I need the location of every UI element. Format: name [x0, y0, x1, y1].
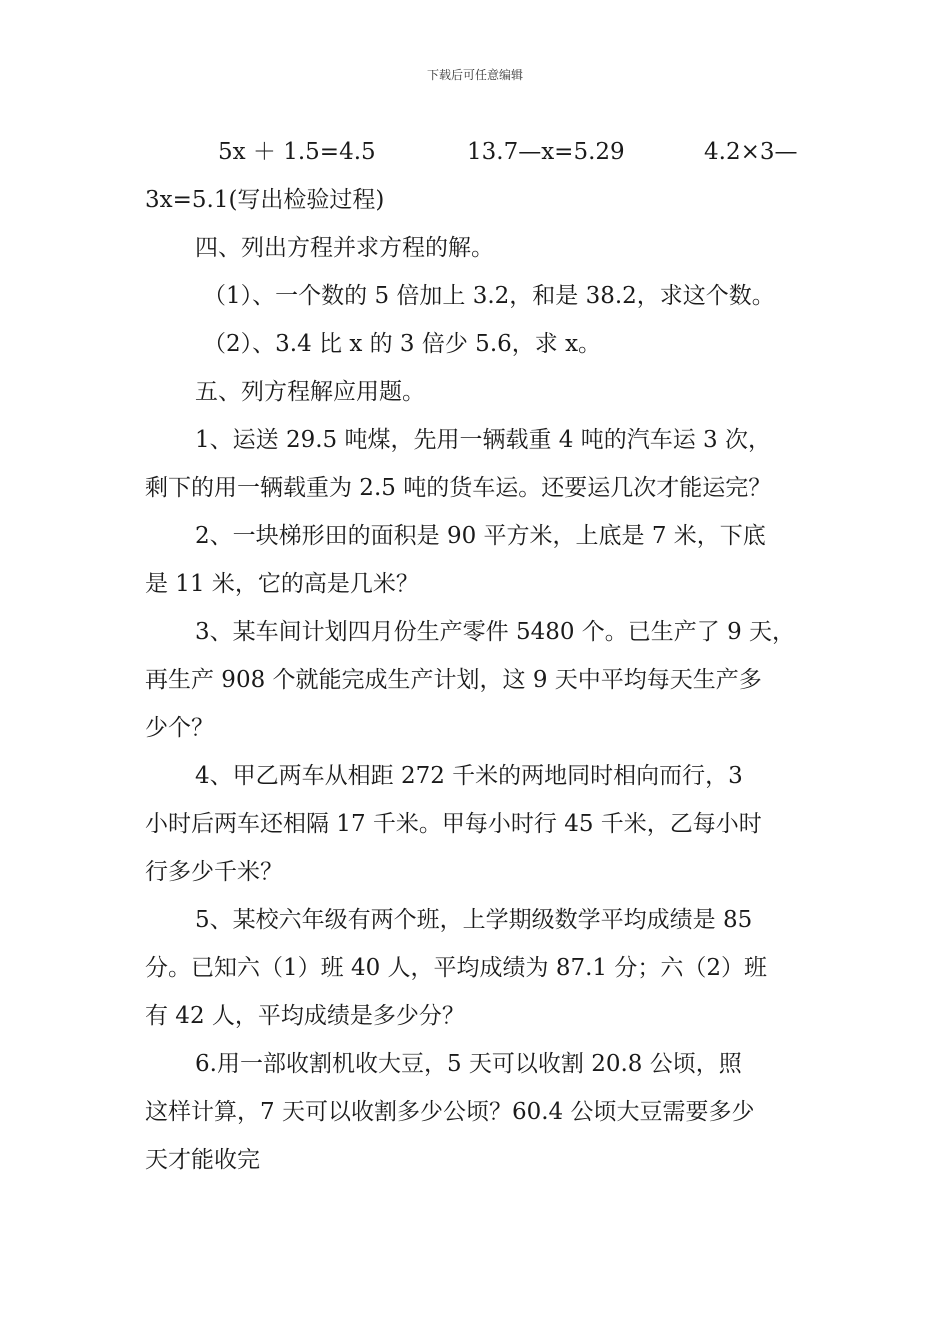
equation-1: 5x ＋ 1.5=4.5 [218, 139, 376, 165]
document-body [145, 128, 815, 1184]
equation-row [145, 128, 815, 176]
equation-3-start: 4.2×3— [704, 139, 798, 165]
equation-3-end: 3x=5.1(写出检验过程) [145, 187, 385, 213]
problem-4-line-1: 4、甲乙两车从相距 272 千米的两地同时相向而行，3 [195, 763, 743, 789]
problem-2-line-2: 是 11 米，它的高是几米？ [145, 571, 419, 597]
section-4-question-2: （2）、3.4 比 x 的 3 倍少 5.6，求 x。 [203, 331, 602, 357]
problem-3-line-1: 3、某车间计划四月份生产零件 5480 个。已生产了 9 天， [195, 619, 796, 645]
equation-2: 13.7—x=5.29 [467, 139, 625, 165]
problem-1-line-1: 1、运送 29.5 吨煤，先用一辆载重 4 吨的汽车运 3 次， [195, 427, 771, 453]
problem-3-line-3: 少个？ [145, 715, 214, 741]
problem-6-line-3: 天才能收完 [145, 1147, 260, 1173]
problem-4-line-2: 小时后两车还相隔 17 千米。甲每小时行 45 千米，乙每小时 [145, 811, 762, 837]
problem-2-line-1: 2、一块梯形田的面积是 90 平方米，上底是 7 米，下底 [195, 523, 766, 549]
problem-5-line-1: 5、某校六年级有两个班，上学期级数学平均成绩是 85 [195, 907, 753, 933]
page-header: 下载后可任意编辑 [426, 68, 523, 82]
problem-6-line-1: 6.用一部收割机收大豆，5 天可以收割 20.8 公顷，照 [195, 1051, 742, 1077]
section-4-question-1: （1）、一个数的 5 倍加上 3.2，和是 38.2，求这个数。 [203, 283, 775, 309]
problem-4-line-3: 行多少千米？ [145, 859, 283, 885]
problem-5-line-3: 有 42 人，平均成绩是多少分？ [145, 1003, 465, 1029]
problem-6-line-2: 这样计算，7 天可以收割多少公顷？60.4 公顷大豆需要多少 [145, 1099, 755, 1125]
section-5-heading: 五、列方程解应用题。 [195, 379, 425, 405]
problem-1-line-2: 剩下的用一辆载重为 2.5 吨的货车运。还要运几次才能运完？ [145, 475, 772, 501]
section-4-heading: 四、列出方程并求方程的解。 [195, 235, 494, 261]
problem-3-line-2: 再生产 908 个就能完成生产计划，这 9 天中平均每天生产多 [145, 667, 762, 693]
problem-5-line-2: 分。已知六（1）班 40 人，平均成绩为 87.1 分；六（2）班 [145, 955, 767, 981]
